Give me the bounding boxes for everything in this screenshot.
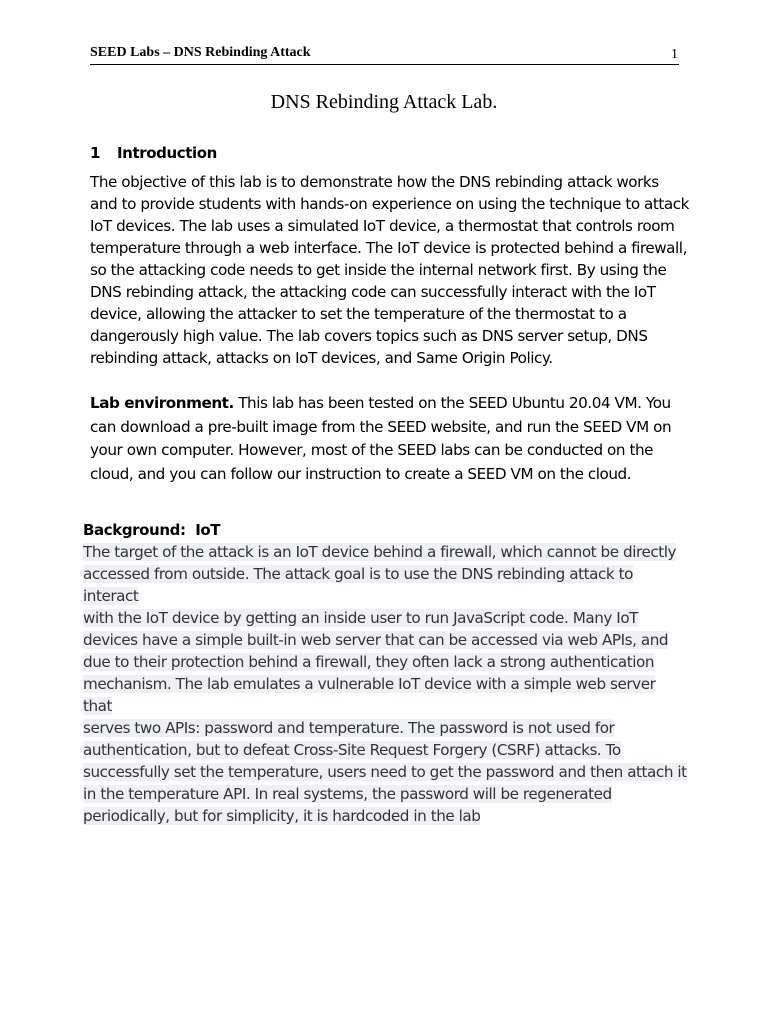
header-title: SEED Labs – DNS Rebinding Attack (90, 45, 311, 60)
background-paragraph (83, 541, 688, 827)
lab-environment-label: Lab environment. (90, 394, 234, 412)
background-line: accessed from outside. The attack goal is to use the DNS rebinding attack to interact (83, 565, 633, 605)
background-heading: Background: IoT (83, 521, 221, 539)
page-header (90, 44, 679, 65)
page-number: 1 (671, 47, 678, 62)
background-line: with the IoT device by getting an inside user to run JavaScript code. Many IoT (83, 609, 638, 627)
background-line: devices have a simple built-in web server that can be accessed via web APIs, and (83, 631, 669, 649)
background-line: mechanism. The lab emulates a vulnerable IoT device with a simple web server that (83, 675, 656, 715)
section-title: Introduction (117, 144, 217, 162)
background-line: authentication, but to defeat Cross-Site Request Forgery (CSRF) attacks. To (83, 741, 621, 759)
section-heading-introduction (90, 142, 217, 164)
introduction-paragraph: The objective of this lab is to demonstrate how the DNS rebinding attack works and to provide students with hands-on experience on using the technique to attack IoT devices. The lab uses a simulated IoT device, a thermostat that controls room temperature through a web interface. The IoT device is protected behind a firewall, so the attacking code needs to get inside the internal network first. By using the DNS rebinding attack, the attacking code can successfully interact with the IoT device, allowing the attacker to set the temperature of the thermostat to a dangerously high value. The lab covers topics such as DNS server setup, DNS rebinding attack, attacks on IoT devices, and Same Origin Policy. (90, 173, 690, 367)
background-line: The target of the attack is an IoT device behind a firewall, which cannot be directly (83, 543, 677, 561)
section-number: 1 (90, 144, 101, 162)
lab-environment-text: This lab has been tested on the SEED Ubuntu 20.04 VM. You can download a pre-built image from the SEED website, and run the SEED VM on your own computer. However, most of the SEED labs can be conducted on the cloud, and you can follow our instruction to create a SEED VM on the cloud. (90, 394, 672, 483)
background-line: in the temperature API. In real systems, the password will be regenerated (83, 785, 612, 803)
background-line: serves two APIs: password and temperature. The password is not used for (83, 719, 615, 737)
lab-environment-paragraph (90, 392, 690, 486)
background-line: successfully set the temperature, users need to get the password and then attach it (83, 763, 687, 781)
background-line: due to their protection behind a firewall, they often lack a strong authentication (83, 653, 655, 671)
background-line: periodically, but for simplicity, it is hardcoded in the lab (83, 807, 481, 825)
document-title: DNS Rebinding Attack Lab. (270, 91, 498, 113)
